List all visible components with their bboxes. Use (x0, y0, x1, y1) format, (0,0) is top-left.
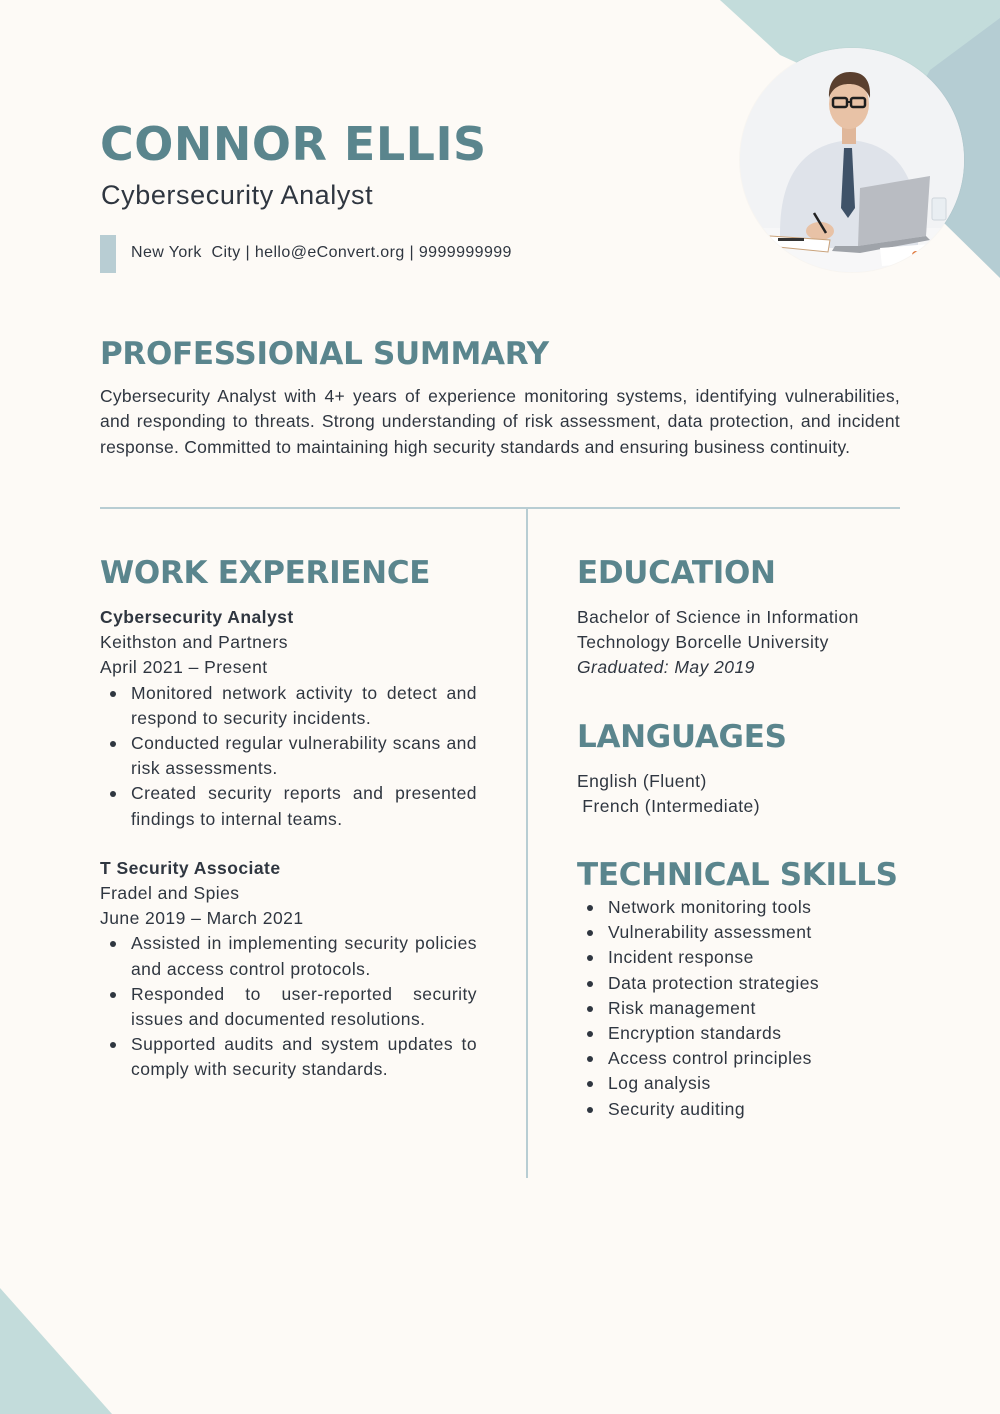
language-item: English (Fluent) (577, 770, 707, 791)
education-degree: Bachelor of Science in Information Technology Borcelle University (577, 607, 859, 653)
skill-item: Encryption standards (577, 1021, 907, 1046)
skill-item: Vulnerability assessment (577, 920, 907, 945)
decor-bottom-left-triangle (0, 1280, 130, 1414)
education-graduated: Graduated: May 2019 (577, 657, 755, 678)
technical-skills-section (577, 855, 907, 1122)
vertical-divider (526, 508, 528, 1178)
skills-list (577, 895, 907, 1122)
job-entry (100, 605, 477, 832)
skill-item: Log analysis (577, 1071, 907, 1096)
job-bullets (100, 681, 477, 832)
skill-item: Access control principles (577, 1046, 907, 1071)
profile-photo (740, 48, 964, 272)
education-section (577, 553, 907, 681)
job-dates: June 2019 – March 2021 (100, 908, 304, 929)
job-title: T Security Associate (100, 857, 281, 878)
job-company: Fradel and Spies (100, 883, 240, 904)
job-title: Cybersecurity Analyst (100, 607, 294, 627)
job-bullet: Responded to user-reported security issues and documented resolutions. (100, 982, 477, 1032)
summary-heading: PROFESSIONAL SUMMARY (100, 336, 549, 372)
horizontal-divider (100, 507, 900, 509)
work-experience-section (100, 553, 477, 1083)
right-column (577, 553, 907, 1122)
education-content (577, 605, 907, 681)
job-bullet: Assisted in implementing security policies and access control protocols. (100, 931, 477, 981)
education-heading: EDUCATION (577, 555, 776, 591)
job-company: Keithston and Partners (100, 632, 288, 653)
languages-section (577, 717, 907, 819)
job-entry (100, 856, 477, 1083)
languages-list (577, 769, 907, 819)
skill-item: Risk management (577, 996, 907, 1021)
job-bullet: Monitored network activity to detect and respond to security incidents. (100, 681, 477, 731)
job-dates: April 2021 – Present (100, 657, 268, 678)
person-at-laptop-illustration (740, 48, 964, 272)
contact-accent-bar (100, 235, 116, 273)
languages-heading: LANGUAGES (577, 718, 787, 755)
technical-skills-heading: TECHNICAL SKILLS (577, 857, 898, 894)
job-bullet: Supported audits and system updates to comply with security standards. (100, 1032, 477, 1082)
candidate-name: CONNOR ELLIS (100, 117, 487, 171)
candidate-title: Cybersecurity Analyst (101, 180, 374, 210)
summary-text: Cybersecurity Analyst with 4+ years of experience monitoring systems, identifying vulnerabilities, and responding to threats. Strong understanding of risk assessment, data protection, and incident response. Committed to maintaining high security standards and ensuring business continuity. (100, 386, 900, 457)
skill-item: Security auditing (577, 1097, 907, 1122)
skill-item: Incident response (577, 945, 907, 970)
skill-item: Network monitoring tools (577, 895, 907, 920)
job-bullets (100, 931, 477, 1082)
work-experience-heading: WORK EXPERIENCE (100, 555, 431, 591)
job-bullet: Conducted regular vulnerability scans and risk assessments. (100, 731, 477, 781)
job-bullet: Created security reports and presented findings to internal teams. (100, 781, 477, 831)
contact-info: New York City | hello@eConvert.org | 9999999999 (131, 244, 512, 261)
skill-item: Data protection strategies (577, 971, 907, 996)
language-item: French (Intermediate) (577, 795, 761, 816)
